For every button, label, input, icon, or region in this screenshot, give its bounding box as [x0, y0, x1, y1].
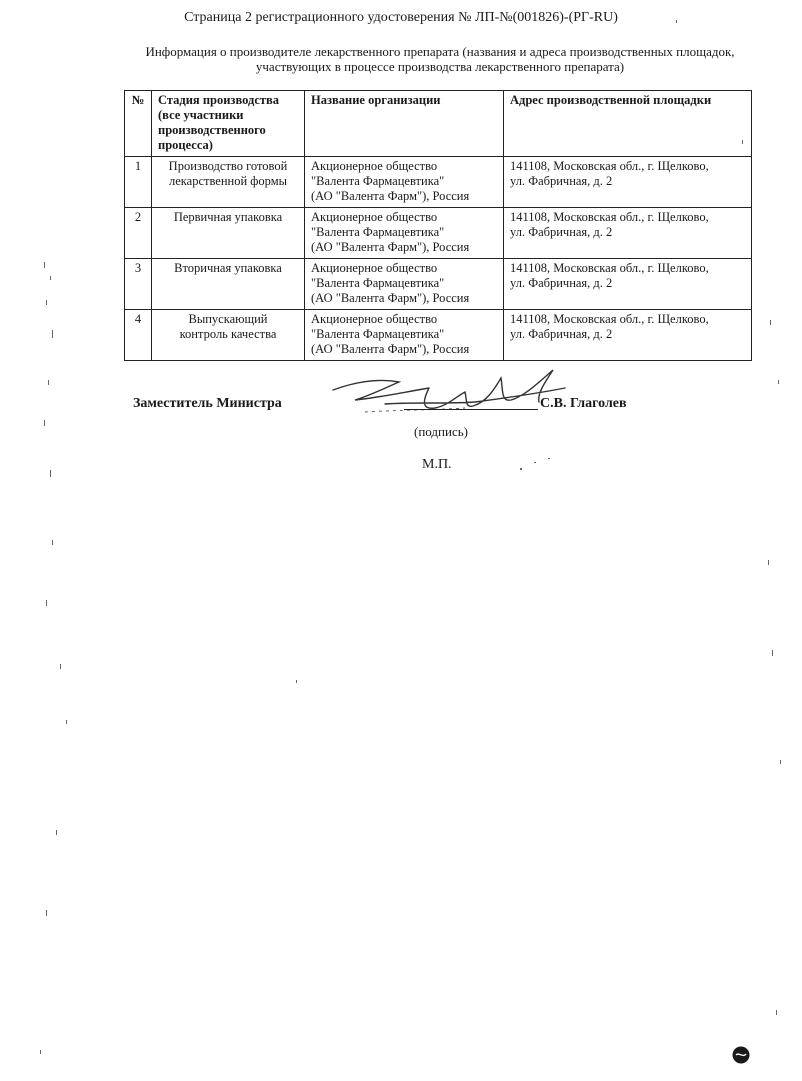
header-address: Адрес производственной площадки	[504, 91, 752, 157]
header-number: №	[125, 91, 152, 157]
row-org-line: Акционерное общество	[311, 159, 438, 173]
row-address-line: 141108, Московская обл., г. Щелково,	[510, 210, 709, 224]
row-stage-line: Вторичная упаковка	[174, 261, 282, 275]
row-org-line: "Валента Фармацевтика"	[311, 225, 445, 239]
table-row	[125, 208, 752, 259]
row-stage-line: контроль качества	[179, 327, 277, 341]
row-org-line: Акционерное общество	[311, 312, 438, 326]
row-address-line: ул. Фабричная, д. 2	[510, 225, 613, 239]
row-org-line: (АО "Валента Фарм"), Россия	[311, 189, 470, 203]
row-address-line: ул. Фабричная, д. 2	[510, 174, 613, 188]
header-stage	[152, 91, 305, 157]
row-org-line: "Валента Фармацевтика"	[311, 327, 445, 341]
row-address-line: 141108, Московская обл., г. Щелково,	[510, 312, 709, 326]
row-stage-line: Первичная упаковка	[173, 210, 283, 224]
signatory-role: Заместитель Министра	[133, 396, 282, 411]
table-row	[125, 157, 752, 208]
row-address-line: ул. Фабричная, д. 2	[510, 276, 613, 290]
header-organization: Название организации	[305, 91, 504, 157]
header-stage-line: Стадия производства	[158, 93, 280, 107]
table-header-row	[125, 91, 752, 157]
scan-mark-icon	[731, 1045, 751, 1065]
row-organization	[305, 157, 504, 208]
signatory-name: С.В. Глаголев	[540, 396, 627, 411]
row-number: 2	[125, 208, 152, 259]
row-org-line: "Валента Фармацевтика"	[311, 276, 445, 290]
row-org-line: (АО "Валента Фарм"), Россия	[311, 342, 470, 356]
manufacturer-info-heading	[120, 44, 760, 74]
row-number: 4	[125, 310, 152, 361]
row-address	[504, 157, 752, 208]
row-organization	[305, 208, 504, 259]
row-number: 1	[125, 157, 152, 208]
row-org-line: (АО "Валента Фарм"), Россия	[311, 240, 470, 254]
row-address	[504, 208, 752, 259]
info-line-2: участвующих в процессе производства лекарственного препарата)	[255, 59, 625, 74]
row-stage	[152, 310, 305, 361]
row-stage	[152, 208, 305, 259]
table-row	[125, 259, 752, 310]
row-organization	[305, 259, 504, 310]
row-stage-line: лекарственной формы	[168, 174, 288, 188]
row-address-line: 141108, Московская обл., г. Щелково,	[510, 261, 709, 275]
header-stage-line: производственного	[158, 123, 266, 137]
stamp-placeholder: М.П.	[422, 457, 452, 472]
row-stage-line: Производство готовой	[168, 159, 288, 173]
row-address	[504, 259, 752, 310]
header-stage-line: процесса)	[158, 138, 213, 152]
row-number: 3	[125, 259, 152, 310]
row-stage-line: Выпускающий	[188, 312, 268, 326]
row-org-line: (АО "Валента Фарм"), Россия	[311, 291, 470, 305]
page-title: Страница 2 регистрационного удостоверения № ЛП-№(001826)-(РГ-RU)	[184, 10, 618, 25]
row-org-line: Акционерное общество	[311, 210, 438, 224]
info-line-1: Информация о производителе лекарственного препарата (названия и адреса производственных площадок,	[145, 44, 735, 59]
signature-line	[404, 409, 538, 410]
row-stage	[152, 157, 305, 208]
row-org-line: "Валента Фармацевтика"	[311, 174, 445, 188]
row-address-line: 141108, Московская обл., г. Щелково,	[510, 159, 709, 173]
signature-caption: (подпись)	[414, 424, 468, 439]
row-org-line: Акционерное общество	[311, 261, 438, 275]
header-stage-line: (все участники	[158, 108, 244, 122]
row-stage	[152, 259, 305, 310]
production-sites-table	[124, 90, 752, 361]
row-address-line: ул. Фабричная, д. 2	[510, 327, 613, 341]
